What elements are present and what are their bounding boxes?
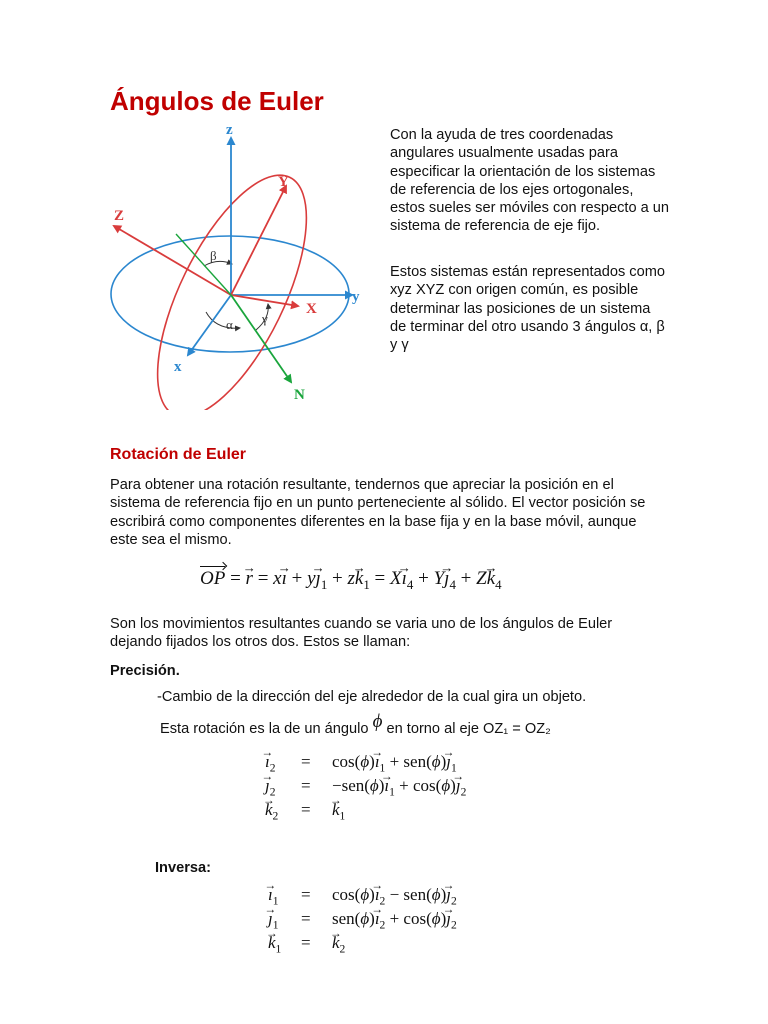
- phi-symbol: ϕ: [372, 711, 383, 732]
- label-X: X: [306, 301, 317, 317]
- equation-i1: → $ı_1$: [268, 885, 279, 907]
- beta-arc: [204, 261, 232, 266]
- rotation-paragraph: Para obtener una rotación resultante, tendernos que apreciar la posición en el sistema de referencia fijo en un punto perteneciente al sólido. El vector posición se escribirá como componentes diferentes en la base fija y en la base móvil, aunque este sea el mismo.: [110, 477, 646, 548]
- precision-heading: Precisión.: [110, 663, 180, 679]
- label-z: z: [226, 122, 233, 138]
- precision-description: -Cambio de la dirección del eje alrededor de la cual gira un objeto.: [157, 689, 587, 705]
- label-beta: β: [210, 248, 217, 263]
- rotation-equations: → $ı_2$ = $\cos(\phi)\to ı_1 + sen(\phi)\to$ $ȷ_1$ → $ȷ_2$ = $-sen(\phi)\to ı_1 + \cos(\phi)\to$ $ȷ_2$ → $k_2$ = → $k_1$: [265, 752, 545, 824]
- node-line-back: [176, 234, 231, 295]
- intro-paragraph-2: Estos sistemas están representados como xyz XYZ con origen común, es posible determinar las posiciones de un sistema de terminar del otro usando 3 ángulos α, β y γ: [390, 264, 665, 354]
- section-heading-rotation: Rotación de Euler: [110, 446, 247, 463]
- label-gamma: γ: [262, 311, 268, 326]
- inverse-equations: → $ı_1$ = $\cos(\phi)\to ı_2 - sen(\phi)\to$ $ȷ_2$ → $ȷ_1$ = $sen(\phi)\to ı_2 + \cos(\phi)\to$ $ȷ_2$ → $k_1$ = → $k_2$: [268, 885, 548, 957]
- label-Z: Z: [114, 208, 125, 224]
- movements-paragraph: Son los movimientos resultantes cuando se varia uno de los ángulos de Euler dejando fijados los otros dos. Estos se llaman:: [110, 616, 613, 651]
- intro-paragraph-1: Con la ayuda de tres coordenadas angulares usualmente usadas para especificar la orientación de los sistemas de referencia de los ejes ortogonales, estos sueles ser móviles con respecto a un sistema de referencia de eje fijo.: [390, 127, 670, 235]
- axis-x: [188, 295, 231, 355]
- node-line: [231, 295, 291, 382]
- label-y: y: [352, 289, 360, 305]
- equation-j1: → $ȷ_1$: [268, 909, 279, 931]
- label-Y: Y: [278, 174, 289, 190]
- equation-i2: → $ı_2$: [265, 752, 276, 774]
- label-x: x: [174, 359, 182, 375]
- equation-k1: → $k_1$: [268, 933, 281, 955]
- inverse-heading: Inversa:: [155, 860, 211, 876]
- label-N: N: [294, 387, 305, 403]
- position-vector-equation: OP = → r = x→ ı + $y\to ȷ_1 + z\to k_1 = X\to$ $ı_4 + Y\to$ $ȷ_4 + Z\to k_4$: [200, 566, 502, 593]
- euler-angles-diagram: [100, 118, 380, 410]
- rotation-suffix: en torno al eje OZ₁ = OZ₂: [386, 721, 551, 737]
- page-title: Ángulos de Euler: [110, 86, 324, 116]
- rotation-prefix: Esta rotación es la de un ángulo: [160, 721, 369, 737]
- rotation-angle-line: [160, 711, 551, 738]
- equation-j2: → $ȷ_2$: [265, 776, 276, 798]
- mobile-plane-ellipse: [127, 155, 336, 410]
- label-alpha: α: [226, 317, 233, 332]
- alpha-arc: [206, 312, 240, 328]
- equation-k2: → $k_2$: [265, 800, 278, 822]
